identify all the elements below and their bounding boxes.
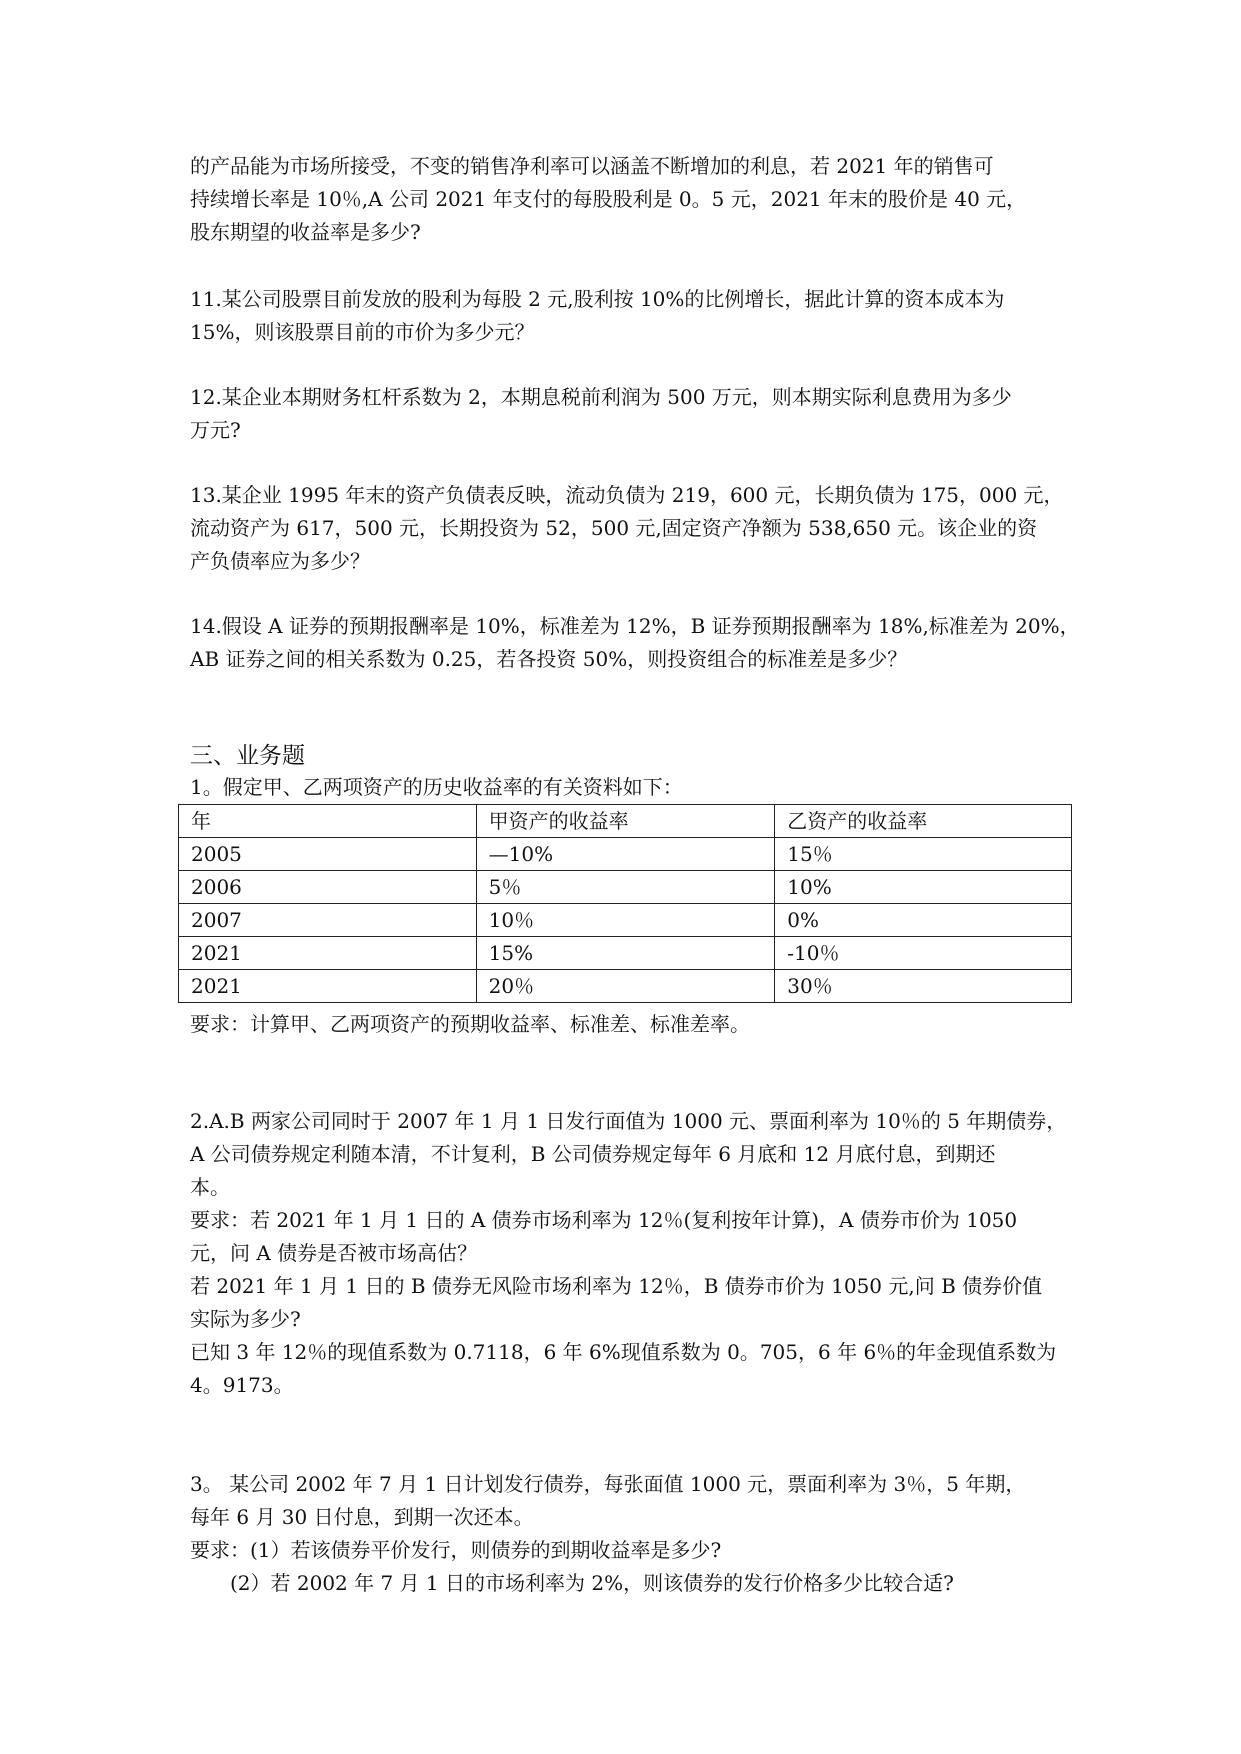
text-line: 要求：计算甲、乙两项资产的预期收益率、标准差、标准差率。 bbox=[190, 1012, 750, 1036]
table-cell: 10% bbox=[775, 871, 1072, 904]
text-line: 本。 bbox=[190, 1175, 230, 1199]
table-cell: 0% bbox=[775, 904, 1072, 937]
table-cell: 2006 bbox=[179, 871, 477, 904]
text-line: 要求：(1）若该债券平价发行，则债券的到期收益率是多少? bbox=[190, 1538, 722, 1562]
text-line: 1。假定甲、乙两项资产的历史收益率的有关资料如下： bbox=[190, 775, 683, 799]
table-cell: 2007 bbox=[179, 904, 477, 937]
text-line: 若 2021 年 1 月 1 日的 B 债券无风险市场利率为 12％，B 债券市价为 1050 元,问 B 债券价值 bbox=[190, 1274, 1043, 1298]
text-line: AB 证券之间的相关系数为 0.25，若各投资 50%，则投资组合的标准差是多少？ bbox=[190, 647, 908, 671]
question-14 bbox=[190, 610, 1080, 676]
text-line: 的产品能为市场所接受，不变的销售净利率可以涵盖不断增加的利息，若 2021 年的销售可 bbox=[190, 154, 994, 178]
table-cell: 15% bbox=[476, 937, 775, 970]
text-line: 每年 6 月 30 日付息，到期一次还本。 bbox=[190, 1505, 534, 1529]
table-row bbox=[179, 970, 1072, 1003]
question-13 bbox=[190, 479, 1070, 578]
text-line: 3。 某公司 2002 年 7 月 1 日计划发行债券，每张面值 1000 元，票面利率为 3％，5 年期， bbox=[190, 1472, 1026, 1496]
problem-3 bbox=[190, 1468, 1070, 1600]
text-line: 已知 3 年 12％的现值系数为 0.7118，6 年 6%现值系数为 0。705，6 年 6％的年金现值系数为 bbox=[190, 1340, 1057, 1364]
table-row bbox=[179, 838, 1072, 871]
table-cell: 2021 bbox=[179, 937, 477, 970]
section-heading: 三、业务题 bbox=[190, 743, 305, 769]
text-line: 万元? bbox=[190, 418, 241, 442]
text-line: 元，问 A 债券是否被市场高估？ bbox=[190, 1241, 478, 1265]
text-line: 4。9173。 bbox=[190, 1373, 294, 1397]
table-row bbox=[179, 904, 1072, 937]
problem-1-intro bbox=[190, 771, 1070, 804]
text-line: 流动资产为 617，500 元，长期投资为 52，500 元,固定资产净额为 538,650 元。该企业的资 bbox=[190, 516, 1038, 540]
question-11 bbox=[190, 283, 1070, 349]
table-header-cell: 甲资产的收益率 bbox=[476, 805, 775, 838]
table-cell: 2005 bbox=[179, 838, 477, 871]
text-line: 实际为多少? bbox=[190, 1307, 301, 1331]
returns-table bbox=[178, 804, 1072, 1003]
text-line: 12.某企业本期财务杠杆系数为 2，本期息税前利润为 500 万元，则本期实际利息费用为多少 bbox=[190, 385, 1012, 409]
text-line: 股东期望的收益率是多少? bbox=[190, 220, 421, 244]
text-line: 13.某企业 1995 年末的资产负债表反映，流动负债为 219，600 元，长期负债为 175，000 元， bbox=[190, 483, 1064, 507]
text-line: 11.某公司股票目前发放的股利为每股 2 元,股利按 10%的比例增长，据此计算的资本成本为 bbox=[190, 287, 1005, 311]
table-row bbox=[179, 937, 1072, 970]
table-cell: 2021 bbox=[179, 970, 477, 1003]
text-line: 2.A.B 两家公司同时于 2007 年 1 月 1 日发行面值为 1000 元、票面利率为 10％的 5 年期债券， bbox=[190, 1109, 1067, 1133]
table-cell: 15％ bbox=[775, 838, 1072, 871]
table-header-cell: 年 bbox=[179, 805, 477, 838]
text-line: 15%，则该股票目前的市价为多少元？ bbox=[190, 320, 535, 344]
text-line: 产负债率应为多少？ bbox=[190, 549, 370, 573]
table-header-cell: 乙资产的收益率 bbox=[775, 805, 1072, 838]
table-cell: -10％ bbox=[775, 937, 1072, 970]
question-12 bbox=[190, 381, 1070, 447]
table-row bbox=[179, 871, 1072, 904]
text-line: 要求：若 2021 年 1 月 1 日的 A 债券市场利率为 12％(复利按年计算)，A 债券市价为 1050 bbox=[190, 1208, 1018, 1232]
text-line: (2）若 2002 年 7 月 1 日的市场利率为 2%，则该债券的发行价格多少比较合适? bbox=[230, 1571, 954, 1595]
text-line: A 公司债券规定利随本清，不计复利，B 公司债券规定每年 6 月底和 12 月底付息，到期还 bbox=[190, 1142, 996, 1166]
table-cell: 10％ bbox=[476, 904, 775, 937]
table-cell: 20％ bbox=[476, 970, 775, 1003]
table-cell: —10% bbox=[476, 838, 775, 871]
table-header-row bbox=[179, 805, 1072, 838]
question-10-continuation bbox=[190, 150, 1070, 249]
table-cell: 5％ bbox=[476, 871, 775, 904]
text-line: 持续增长率是 10％,A 公司 2021 年支付的每股股利是 0。5 元，2021 年末的股价是 40 元， bbox=[190, 187, 1027, 211]
problem-1-requirement bbox=[190, 1008, 1070, 1041]
problem-2 bbox=[190, 1105, 1070, 1402]
text-line: 14.假设 A 证券的预期报酬率是 10%，标准差为 12%，B 证券预期报酬率为 18%,标准差为 20%， bbox=[190, 614, 1080, 638]
table-cell: 30％ bbox=[775, 970, 1072, 1003]
